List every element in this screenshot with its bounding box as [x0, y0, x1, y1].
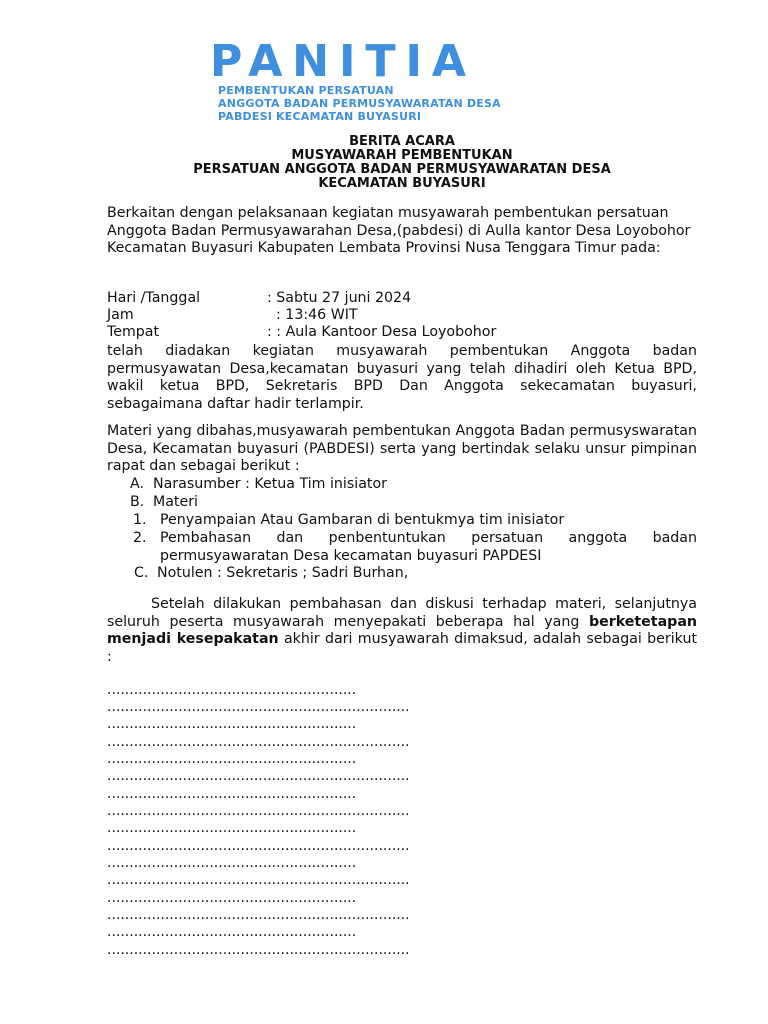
panitia-logo — [210, 36, 570, 123]
detail-date-label: Hari /Tanggal — [107, 290, 201, 306]
dotted-line: ........................................................ — [107, 751, 357, 767]
dotted-line: ........................................................ — [107, 820, 357, 836]
list-mark: A. — [130, 476, 144, 492]
dotted-line: .................................................................... — [107, 768, 410, 784]
detail-time-label: Jam — [107, 307, 134, 323]
logo-line-2: ANGGOTA BADAN PERMUSYAWARATAN DESA — [218, 97, 501, 110]
list-text: Penyampaian Atau Gambaran di bentukmya tim inisiator — [160, 512, 565, 528]
heading-line-3: PERSATUAN ANGGOTA BADAN PERMUSYAWARATAN DESA — [193, 162, 611, 177]
list-item-c — [134, 565, 408, 583]
heading-line-1: BERITA ACARA — [349, 134, 455, 149]
dotted-line: .................................................................... — [107, 942, 410, 958]
list-mark: B. — [130, 494, 145, 510]
list-text: Materi — [153, 494, 199, 510]
list-item-2-mark: 2. — [133, 530, 147, 546]
dotted-line: .................................................................... — [107, 872, 410, 888]
dotted-line: .................................................................... — [107, 734, 410, 750]
list-item-a — [130, 476, 387, 494]
conclusion-paragraph — [107, 596, 697, 666]
conclusion-before: Setelah dilakukan pembahasan dan diskusi terhadap materi, selanjutnya seluruh peserta musyawarah menyepakati beberapa hal yang — [107, 596, 697, 630]
list-mark: 1. — [133, 512, 147, 528]
detail-date — [107, 290, 411, 308]
list-item-2-text: Pembahasan dan penbentuntukan persatuan anggota badan permusyawaratan Desa kecamatan buyasuri PAPDESI — [160, 530, 697, 564]
dotted-line: .................................................................... — [107, 803, 410, 819]
detail-place — [107, 324, 496, 342]
logo-line-3: PABDESI KECAMATAN BUYASURI — [218, 110, 422, 123]
dotted-line: ........................................................ — [107, 716, 357, 732]
dotted-line: ........................................................ — [107, 855, 357, 871]
held-paragraph: telah diadakan kegiatan musyawarah pembentukan Anggota badan permusyawatan Desa,kecamatan buyasuri yang telah dihadiri oleh Ketua BPD, wakil ketua BPD, Sekretaris BPD Dan Anggota sekecamatan buyasuri, sebagaimana daftar hadir terlampir. — [107, 343, 697, 412]
list-item-b — [130, 494, 198, 512]
list-item-1 — [133, 512, 564, 530]
dotted-line: ........................................................ — [107, 890, 357, 906]
dotted-line: .................................................................... — [107, 699, 410, 715]
detail-place-label: Tempat — [107, 324, 160, 340]
heading-line-4: KECAMATAN BUYASURI — [318, 176, 486, 191]
detail-time-value: : 13:46 WIT — [267, 307, 358, 323]
dotted-line: ........................................................ — [107, 924, 357, 940]
detail-place-value: : : Aula Kantoor Desa Loyobohor — [267, 324, 497, 340]
heading-line-2: MUSYAWARAH PEMBENTUKAN — [291, 148, 513, 163]
logo-title: PANITIA — [210, 36, 476, 87]
list-text: Narasumber : Ketua Tim inisiator — [153, 476, 387, 492]
detail-date-value: : Sabtu 27 juni 2024 — [267, 290, 412, 306]
materi-paragraph: Materi yang dibahas,musyawarah pembentukan Anggota Badan permusyswaratan Desa, Kecamatan buyasuri (PABDESI) serta yang bertindak selaku unsur pimpinan rapat dan sebagai berikut : — [107, 423, 697, 474]
list-text: Notulen : Sekretaris ; Sadri Burhan, — [157, 565, 409, 581]
detail-time — [107, 307, 358, 325]
conclusion-after: akhir dari musyawarah dimaksud, adalah sebagai berikut : — [107, 631, 698, 665]
dotted-line: .................................................................... — [107, 838, 410, 854]
list-mark: C. — [134, 565, 149, 581]
dotted-line: .................................................................... — [107, 907, 410, 923]
logo-line-1: PEMBENTUKAN PERSATUAN — [218, 84, 394, 97]
intro-paragraph: Berkaitan dengan pelaksanaan kegiatan musyawarah pembentukan persatuan Anggota Badan Permusyawarahan Desa,(pabdesi) di Aulla kantor Desa Loyobohor Kecamatan Buyasuri Kabupaten Lembata Provinsi Nusa Tenggara Timur pada: — [107, 205, 691, 256]
dotted-line: ........................................................ — [107, 682, 357, 698]
dotted-line: ........................................................ — [107, 786, 357, 802]
conclusion-bold: berketetapan menjadi kesepakatan — [107, 613, 697, 647]
